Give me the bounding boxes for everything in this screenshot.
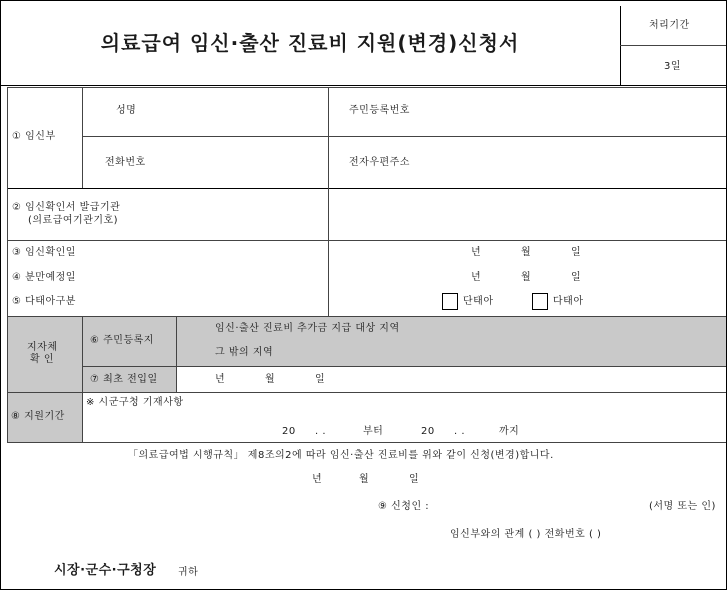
issuer-code-label: (의료급여기관기호) [28,215,119,226]
line-issuer-bottom [7,240,726,241]
confirm-month: 월 [521,247,532,258]
sign-day: 일 [409,474,420,485]
line-period-bottom [7,442,726,443]
multi-label: 다태아 [553,296,584,307]
period-from-dots: . . [315,426,327,437]
period-from-label: 부터 [363,426,384,437]
confirm-day: 일 [571,247,582,258]
line-dates-bottom [7,316,726,317]
single-checkbox[interactable] [442,293,458,310]
applicant-field[interactable] [445,496,635,516]
email-label: 전자우편주소 [349,157,410,168]
local-gov-label-2: 확 인 [30,354,54,365]
phone-field[interactable] [180,150,320,174]
line-local-label-col [82,316,83,442]
signature-label: (서명 또는 인) [649,501,716,512]
processing-divider [620,45,726,46]
line-name-row [82,136,726,137]
first-move-year: 년 [215,374,226,385]
applicant-label: ⑨ 신청인 : [378,501,430,512]
line-pregnant-top [7,87,726,88]
period-to-label: 까지 [499,426,520,437]
line-rrn-label-col [176,316,177,392]
period-to-year: 20 [421,426,435,437]
form-title: 의료급여 임신·출산 진료비 지원(변경)신청서 [100,31,520,55]
multiple-label: ⑤ 다태아구분 [12,296,76,307]
period-from-year: 20 [282,426,296,437]
due-date-label: ④ 분만예정일 [12,272,76,283]
rrn-field[interactable] [430,100,710,124]
multi-checkbox[interactable] [532,293,548,310]
name-field[interactable] [200,100,320,124]
line-mid-col [328,87,329,316]
processing-label: 처리기간 [649,20,690,31]
addressee: 시장·군수·구청장 [54,563,157,578]
registered-address-label: ⑥ 주민등록지 [90,335,154,346]
local-gov-label-1: 지자체 [27,342,58,353]
issuer-field[interactable] [340,200,710,228]
period-note: ※ 시군구청 기재사항 [86,397,184,408]
sign-year: 년 [312,474,323,485]
line-left-border [7,87,8,442]
line-rrn-bottom [82,366,726,367]
line-pregnant-bottom [7,188,726,189]
other-region-option[interactable]: 그 밖의 지역 [215,347,274,358]
email-field[interactable] [430,150,710,174]
statement-text: 「의료급여법 시행규칙」 제8조의2에 따라 임신·출산 진료비를 위와 같이 신청(변경)합니다. [128,450,554,461]
phone-label: 전화번호 [105,157,146,168]
due-year: 년 [471,272,482,283]
processing-value: 3일 [664,61,682,72]
rrn-label: 주민등록번호 [349,105,410,116]
addressee-honorific: 귀하 [178,567,199,578]
first-move-date-cell[interactable] [176,366,726,392]
relation-phone-line: 임신부와의 관계 ( ) 전화번호 ( ) [450,529,602,540]
first-move-label: ⑦ 최초 전입일 [90,374,158,385]
pregnant-section-label: ① 임신부 [12,131,56,142]
line-header-bottom [0,85,726,86]
first-move-day: 일 [315,374,326,385]
sign-month: 월 [359,474,370,485]
single-label: 단태아 [463,296,494,307]
extra-pay-region-option[interactable]: 임신·출산 진료비 추가금 지급 대상 지역 [215,323,400,334]
issuer-label: ② 임신확인서 발급기관 [12,202,121,213]
confirm-year: 년 [471,247,482,258]
due-day: 일 [571,272,582,283]
line-pregnant-label-col [82,87,83,188]
line-local-bottom [7,392,726,393]
period-label: ⑧ 지원기간 [11,411,65,422]
period-to-dots: . . [454,426,466,437]
due-month: 월 [521,272,532,283]
confirm-date-label: ③ 임신확인일 [12,247,76,258]
name-label: 성명 [116,105,137,116]
first-move-month: 월 [265,374,276,385]
